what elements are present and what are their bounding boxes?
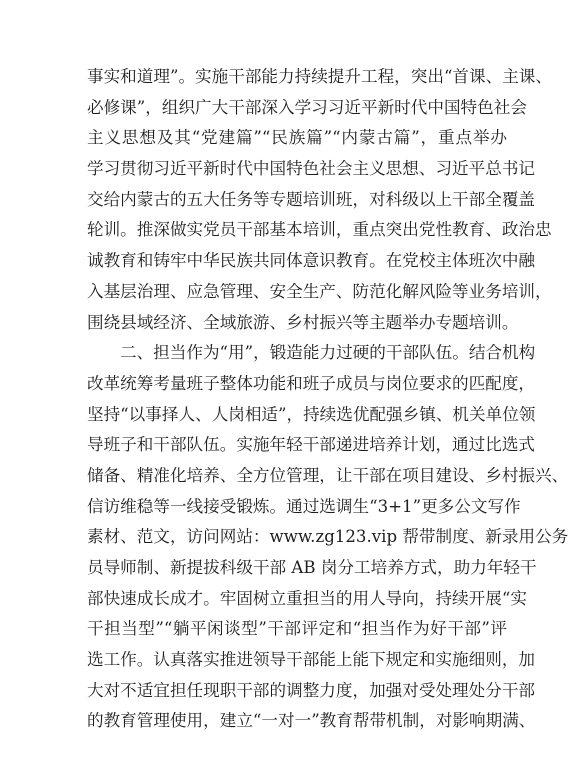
text-line: 围绕县域经济、全域旅游、乡村振兴等主题举办专题培训。 — [87, 312, 519, 332]
text-line: 干担当型”“躺平闲谈型”干部评定和“担当作为好干部”评 — [87, 619, 507, 639]
text-line: 二、担当作为“用”，锻造能力过硬的干部队伍。结合机构 — [120, 343, 536, 363]
text-line: 诚教育和铸牢中华民族共同体意识教育。在党校主体班次中融 — [87, 251, 536, 271]
paragraph-1 — [87, 62, 552, 338]
paragraph-2 — [87, 338, 569, 737]
text-line: 入基层治理、应急管理、安全生产、防范化解风险等业务培训， — [87, 281, 552, 301]
text-line: 大对不适宜担任现职干部的调整力度，加强对受处理处分干部 — [87, 680, 536, 700]
text-line: 素材、范文，访问网站：www.zg123.vip 帮带制度、新录用公务 — [87, 527, 569, 547]
text-line: 员导师制、新提拔科级干部 AB 岗分工培养方式，助力年轻干 — [87, 558, 537, 577]
text-line: 交给内蒙古的五大任务等专题培训班，对科级以上干部全覆盖 — [87, 189, 536, 209]
text-line: 选工作。认真落实推进领导干部能上能下规定和实施细则，加 — [87, 650, 536, 670]
text-line: 轮训。推深做实党员干部基本培训，重点突出党性教育、政治忠 — [87, 220, 552, 240]
text-line: 部快速成长成才。牢固树立重担当的用人导向，持续开展“实 — [87, 588, 527, 608]
text-line: 坚持“以事择人、人岗相适”，持续选优配强乡镇、机关单位领 — [87, 404, 536, 424]
document-body — [87, 62, 569, 737]
text-line: 的教育管理使用，建立“一对一”教育帮带机制，对影响期满、 — [87, 711, 536, 731]
text-line: 改革统筹考量班子整体功能和班子成员与岗位要求的匹配度， — [87, 373, 536, 393]
text-line: 事实和道理”。实施干部能力持续提升工程，突出“首课、主课、 — [87, 67, 552, 86]
text-line: 导班子和干部队伍。实施年轻干部递进培养计划，通过比选式 — [87, 435, 536, 455]
text-line: 信访维稳等一线接受锻炼。通过选调生“3+1”更多公文写作 — [87, 496, 521, 516]
text-line: 主义思想及其“党建篇”“民族篇”“内蒙古篇”，重点举办 — [87, 128, 507, 148]
text-line: 学习贯彻习近平新时代中国特色社会主义思想、习近平总书记 — [87, 159, 536, 179]
text-line: 必修课”，组织广大干部深入学习习近平新时代中国特色社会 — [87, 97, 527, 117]
text-line: 储备、精准化培养、全方位管理，让干部在项目建设、乡村振兴、 — [87, 465, 569, 485]
